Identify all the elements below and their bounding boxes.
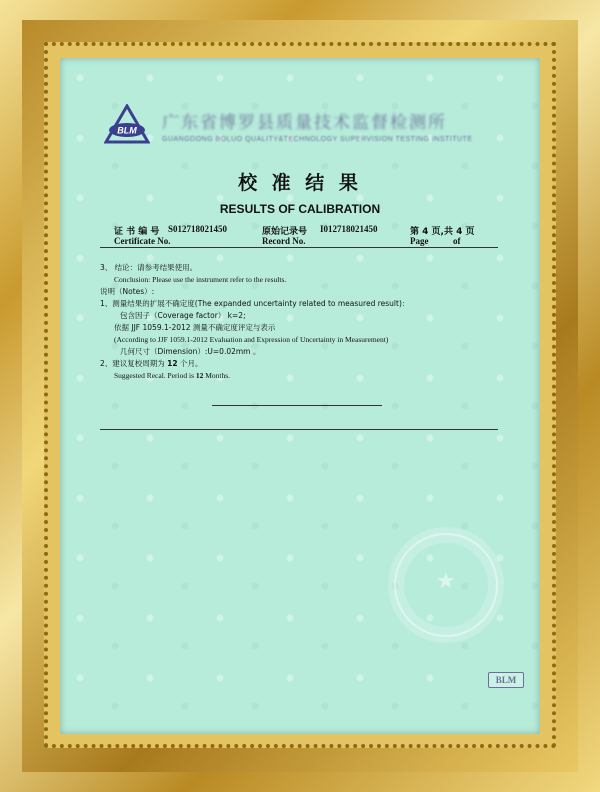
certificate-label-en: Certificate No. bbox=[114, 236, 171, 246]
note-recal-en: Suggested Recal. Period is 12 Months. bbox=[114, 371, 231, 380]
conclusion-cn: 3、 结论：请参考结果使用。 bbox=[100, 263, 198, 272]
blm-logo bbox=[104, 104, 150, 144]
logo-text: BLM bbox=[117, 125, 137, 136]
signature-line bbox=[212, 405, 382, 406]
header-rule bbox=[100, 247, 498, 248]
certificate-page bbox=[60, 58, 540, 734]
record-label-en: Record No. bbox=[262, 236, 306, 246]
institute-name-cn: 广东省博罗县质量技术监督检测所 bbox=[162, 113, 447, 133]
institute-name-en: GUANGDONG BOLUO QUALITY&TECHNOLOGY SUPERVISION TESTING INSTITUTE bbox=[162, 136, 473, 143]
note-dimension: 几何尺寸（Dimension）:U=0.02mm 。 bbox=[120, 347, 261, 356]
seal-star-icon: ★ bbox=[436, 569, 456, 594]
page-title-cn: 校 准 结 果 bbox=[238, 172, 362, 194]
note-uncertainty: 1、测量结果的扩展不确定度(The expanded uncertainty related to measured result)： bbox=[100, 299, 410, 308]
record-number: I012718021450 bbox=[320, 224, 378, 234]
certificate-number: S012718021450 bbox=[168, 224, 228, 234]
conclusion-en: Conclusion: Please use the instrument refer to the results. bbox=[114, 275, 287, 284]
page-of-en: of bbox=[453, 236, 461, 246]
embossed-seal bbox=[394, 533, 498, 637]
note-recal-cn: 2、建议复校周期为 12 个月。 bbox=[100, 359, 203, 368]
note-basis-cn: 依据 JJF 1059.1-2012 测量不确定度评定与表示 bbox=[114, 323, 276, 332]
notes-section bbox=[100, 262, 510, 382]
page-title-en: RESULTS OF CALIBRATION bbox=[219, 202, 381, 216]
record-label-cn: 原始记录号 bbox=[262, 227, 308, 237]
page-count-cn: 第 4 页,共 4 页 bbox=[410, 227, 475, 237]
end-rule bbox=[100, 429, 498, 430]
note-coverage-factor: 包含因子（Coverage factor） k=2; bbox=[120, 311, 246, 320]
certificate-label-cn: 证 书 编 号 bbox=[114, 227, 160, 237]
notes-heading: 说明（Notes）: bbox=[100, 287, 155, 296]
note-basis-en: (According to JJF 1059.1-2012 Evaluation and Expression of Uncertainty in Measurement) bbox=[114, 335, 389, 344]
page-label-en: Page bbox=[410, 236, 429, 246]
blm-badge: BLM bbox=[488, 672, 524, 688]
